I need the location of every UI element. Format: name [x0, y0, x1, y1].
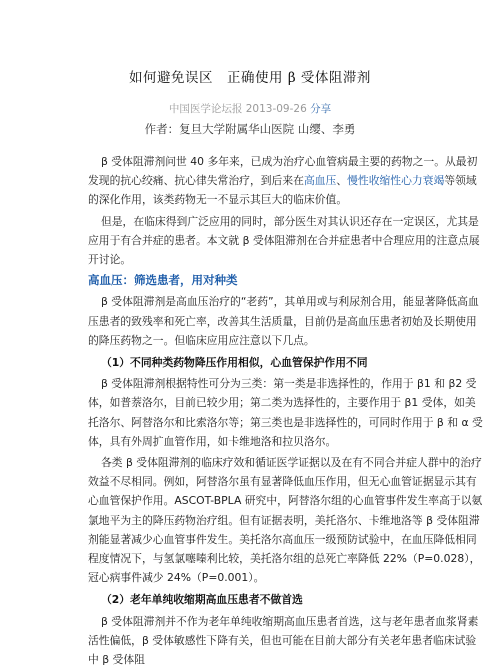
article-meta	[0, 101, 500, 116]
hypertension-link[interactable]: 高血压	[303, 174, 337, 188]
separator-text: 、	[336, 174, 348, 188]
source-label: 中国医学论坛报	[168, 103, 243, 115]
paragraph-text: β 受体阻滞剂问世 40 多年来，已成为治疗心血管病最主要的药物之一。从最初发现的抗心绞痛、抗心律失常治疗，到后来在	[88, 155, 478, 188]
subheading-elderly: （2）老年单纯收缩期高血压患者不做首选	[100, 593, 303, 607]
paragraph-elderly: β 受体阻滞剂并不作为老年单纯收缩期高血压患者首选，这与老年患者血浆肾素活性偏低，β 受体敏感性下降有关，但也可能在目前大部分有关老年患者临床试验中 β 受体阻	[88, 614, 479, 667]
heart-failure-link[interactable]: 慢性收缩性心力衰竭	[347, 174, 445, 188]
subheading-drug-types: （1）不同种类药物降压作用相似，心血管保护作用不同	[100, 356, 368, 370]
section-heading-hypertension: 高血压：筛选患者，用对种类	[88, 273, 238, 288]
paragraph-old-drug: β 受体阻滞剂是高血压治疗的“老药”，其单用或与利尿剂合用，能显著降低高血压患者的致残率和死亡率，改善其生活质量，目前仍是高血压患者初始及长期使用的降压药物之一。但临床应用应注意以下几点。	[88, 295, 479, 347]
share-link[interactable]: 分享	[310, 103, 332, 115]
paragraph-classification: β 受体阻滞剂根据特性可分为三类：第一类是非选择性的，作用于 β1 和 β2 受体，如普萘洛尔，目前已较少用；第二类为选择性的，主要作用于 β1 受体，如美托洛尔、阿替洛尔和比索洛尔等；第三类也是非选择性的，可同时作用于 β 和 α 受体，具有外周扩血管作用，如卡维地洛和拉贝洛尔。	[88, 377, 483, 448]
paragraph-text: 等领域的深化作用，该类药物无一不显示其巨大的临床价值。	[88, 174, 477, 207]
paragraph-intro	[88, 152, 486, 210]
paragraph-evidence: 各类 β 受体阻滞剂的临床疗效和循证医学证据以及在有不同合并症人群中的治疗效益不尽相同。例如，阿替洛尔虽有显著降低血压作用，但无心血管证据显示其有心血管保护作用。ASCOT-BPLA 研究中，阿替洛尔组的心血管事件发生率高于以氨氯地平为主的降压药物治疗组。但有证据表明，美托洛尔、卡维地洛等 β 受体阻滞剂能显著减少心血管事件发生。美托洛尔高血压一级预防试验中，在血压降低相同程度情况下，与氢氯噻嗪利比较，美托洛尔组的总死亡率降低 22%（P=0.028），冠心病事件减少 24%（P=0.001）。	[88, 456, 483, 585]
article-title: 如何避免误区 正确使用 β 受体阻滞剂	[129, 70, 371, 86]
paragraph-misconceptions: 但是，在临床得到广泛应用的同时，部分医生对其认识还存在一定误区，尤其是应用于有合并症的患者。本文就 β 受体阻滞剂在合并症患者中合理应用的注意点展开讨论。	[88, 214, 480, 267]
article-body	[88, 152, 486, 671]
publish-date: 2013-09-26	[245, 103, 307, 115]
article-author: 作者：复旦大学附属华山医院 山缨、李勇	[144, 122, 356, 136]
